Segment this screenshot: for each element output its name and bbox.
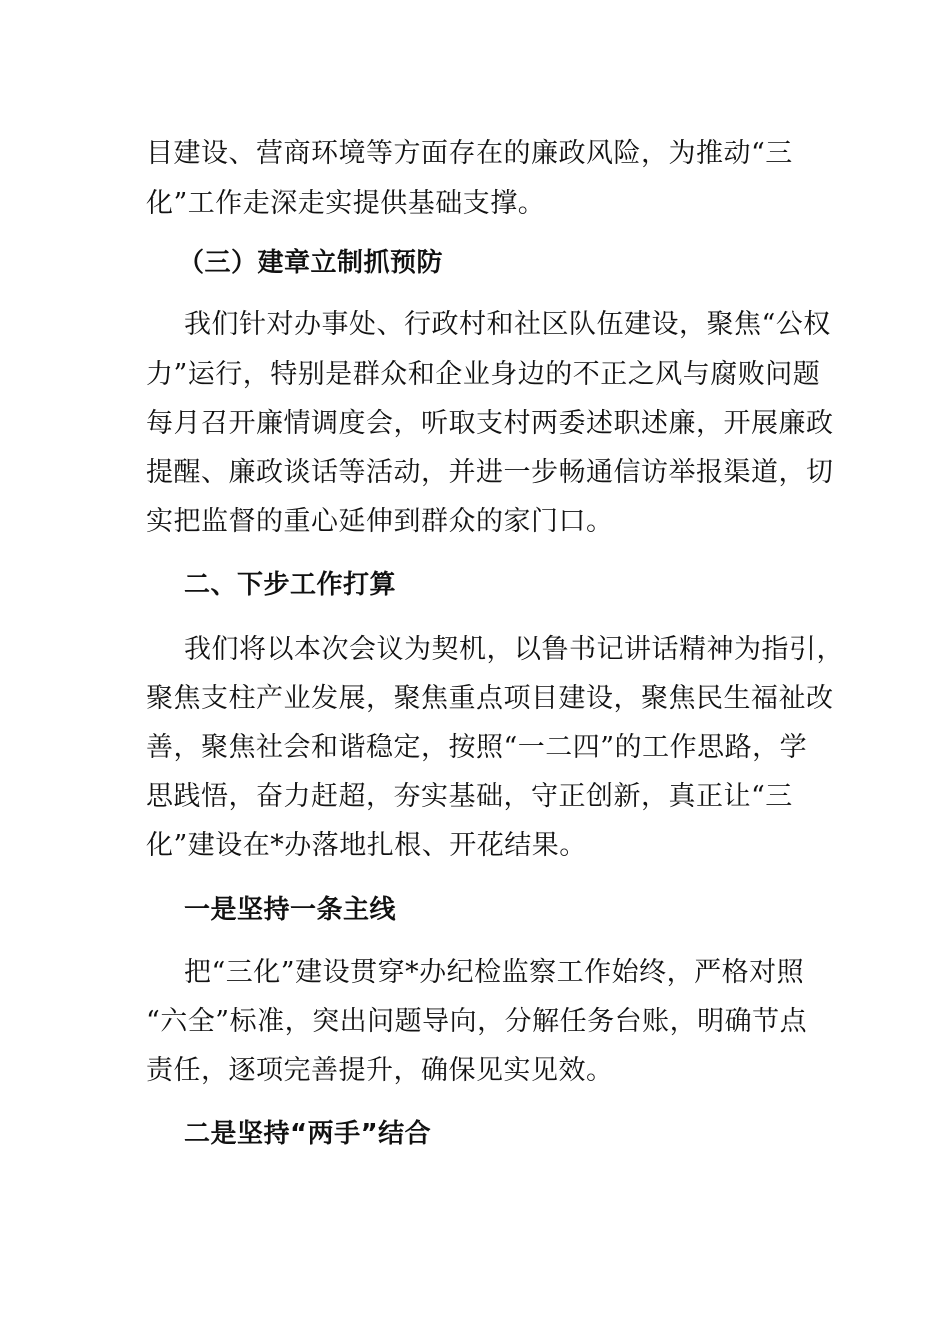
subsection-heading: 一是坚持一条主线	[184, 895, 397, 925]
paragraph-line: 目建设、营商环境等方面存在的廉政风险，为推动“三	[146, 138, 793, 169]
paragraph-line: “六全”标准，突出问题导向，分解任务台账，明确节点	[146, 1006, 808, 1037]
paragraph-line: 化”建设在*办落地扎根、开花结果。	[146, 830, 587, 861]
paragraph-line: 思践悟，奋力赶超，夯实基础，守正创新，真正让“三	[146, 781, 793, 812]
paragraph-line: 每月召开廉情调度会，听取支村两委述职述廉，开展廉政	[146, 408, 834, 439]
subsection-heading: 二是坚持“两手”结合	[184, 1119, 432, 1149]
paragraph-line: 提醒、廉政谈话等活动，并进一步畅通信访举报渠道，切	[146, 457, 834, 488]
paragraph-line: 聚焦支柱产业发展，聚焦重点项目建设，聚焦民生福祉改	[146, 683, 834, 714]
paragraph-line: 力”运行，特别是群众和企业身边的不正之风与腐败问题	[146, 359, 821, 390]
paragraph-line: 责任，逐项完善提升，确保见实见效。	[146, 1055, 614, 1086]
paragraph-line: 善，聚焦社会和谐稳定，按照“一二四”的工作思路，学	[146, 732, 808, 763]
section-heading: （三）建章立制抓预防	[178, 248, 444, 278]
paragraph-line: 我们针对办事处、行政村和社区队伍建设，聚焦“公权	[184, 309, 831, 340]
paragraph-line: 把“三化”建设贯穿*办纪检监察工作始终，严格对照	[184, 957, 805, 988]
section-heading: 二、下步工作打算	[184, 570, 397, 600]
paragraph-line: 化”工作走深走实提供基础支撑。	[146, 188, 546, 219]
paragraph-line: 我们将以本次会议为契机，以鲁书记讲话精神为指引，	[184, 634, 844, 665]
paragraph-line: 实把监督的重心延伸到群众的家门口。	[146, 506, 614, 537]
